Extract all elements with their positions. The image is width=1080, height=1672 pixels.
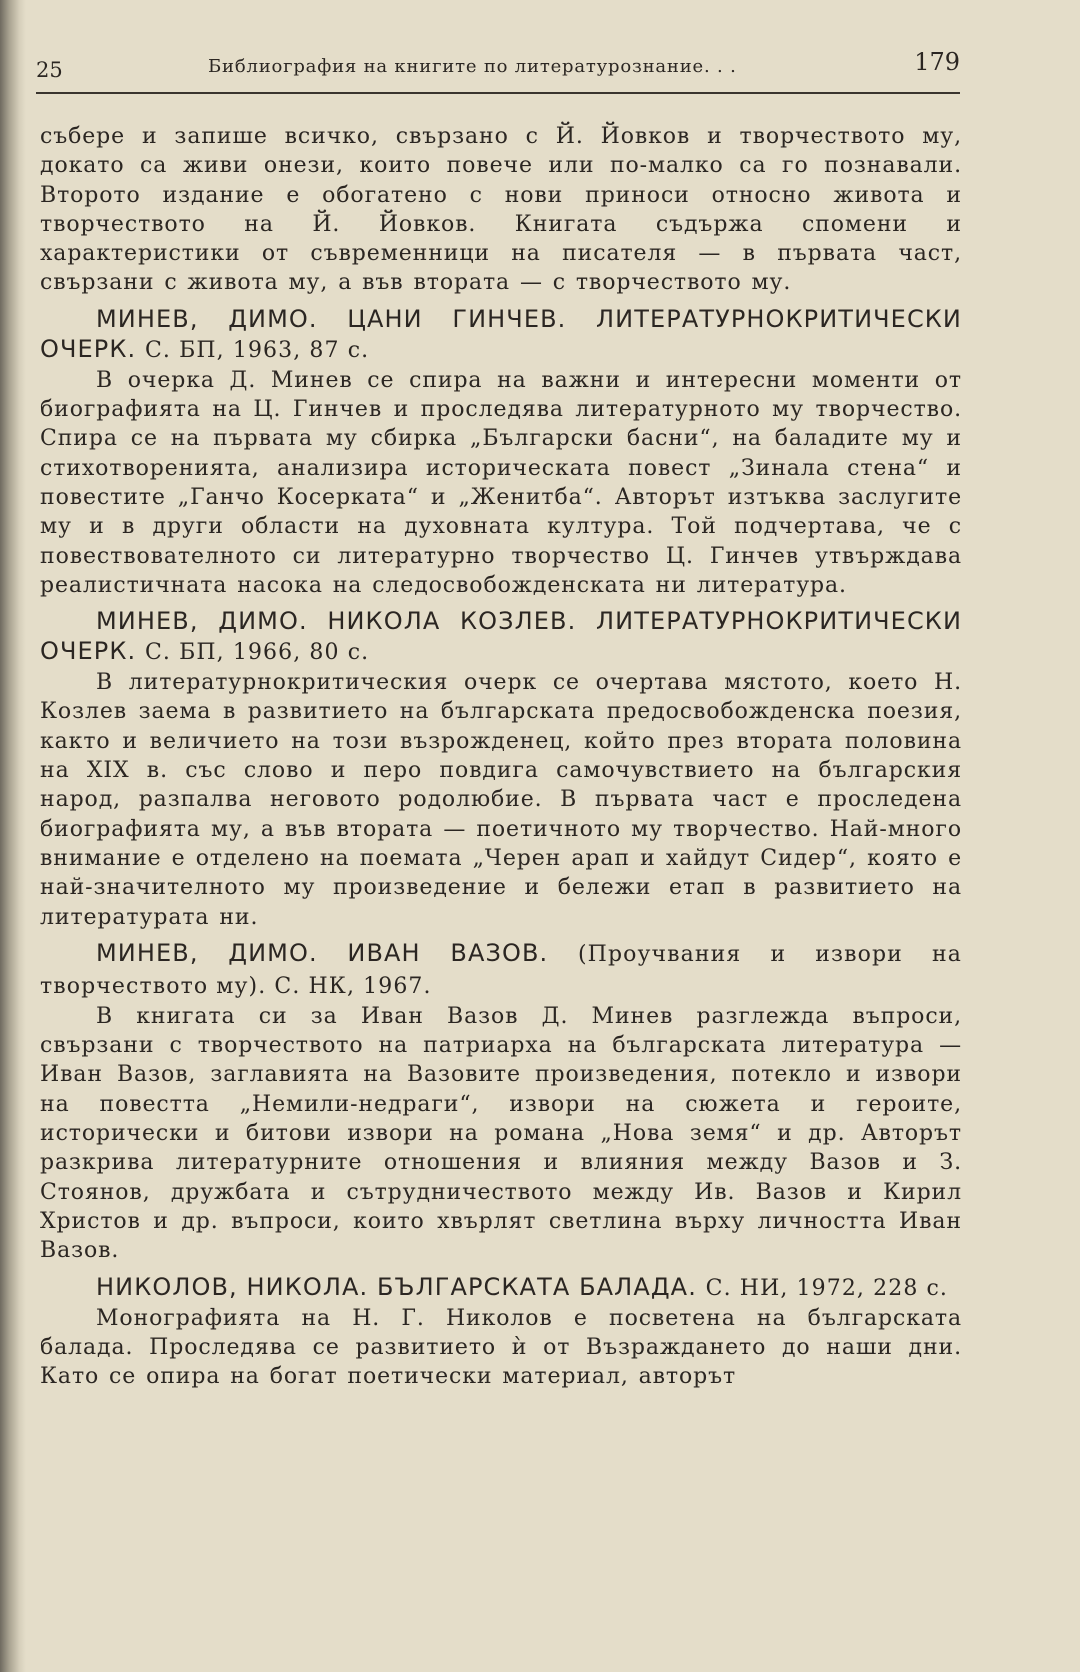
bibliography-entry	[40, 938, 962, 1266]
bibliography-entry	[40, 304, 962, 600]
entry-title: МИНЕВ, ДИМО. ИВАН ВАЗОВ.	[96, 938, 549, 967]
bibliography-entry	[40, 1272, 962, 1392]
entry-title: МИНЕВ, ДИМО. НИКОЛА КОЗЛЕВ. ЛИТЕРАТУРНОКРИТИЧЕСКИ ОЧЕРК.	[40, 607, 962, 666]
page-body	[40, 122, 962, 1391]
entry-title: МИНЕВ, ДИМО. ЦАНИ ГИНЧЕВ. ЛИТЕРАТУРНОКРИТИЧЕСКИ ОЧЕРК.	[40, 304, 962, 363]
entry-details: С. БП, 1966, 80 с.	[144, 640, 370, 666]
entry-details: С. НИ, 1972, 228 с.	[705, 1275, 949, 1301]
header-rule	[36, 92, 960, 94]
entry-heading	[40, 304, 962, 366]
entry-annotation: Монографията на Н. Г. Николов е посветена на българската балада. Проследява се развитието ѝ от Възраждането до наши дни. Като се опира на богат поетически материал, авторът	[40, 1305, 962, 1390]
bibliography-entry	[40, 606, 962, 932]
page-number: 179	[914, 48, 960, 76]
entry-title: НИКОЛОВ, НИКОЛА. БЪЛГАРСКАТА БАЛАДА.	[96, 1272, 697, 1301]
book-spine-shadow	[0, 0, 26, 1672]
running-header	[36, 42, 960, 82]
entry-details: С. БП, 1963, 87 с.	[144, 337, 370, 363]
running-title: Библиография на книгите по литературознание. . .	[208, 56, 737, 77]
entry-annotation: В литературнокритическия очерк се очертава мястото, което Н. Козлев заема в развитието на българската предосвобожденска поезия, както и величието на този възрожденец, който през втората половина на XIX в. със слово и перо повдига самочувствието на българския народ, разпалва неговото родолюбие. В първата част е проследена биографията му, а във втората — поетичното му творчество. Най-много внимание е отделено на поемата „Черен арап и хайдут Сидер“, която е най-значителното му произведение и бележи етап в развитието на литературата ни.	[40, 670, 962, 930]
header-page-marker: 25	[36, 58, 63, 82]
entry-heading	[40, 606, 962, 668]
book-page	[36, 30, 1036, 1650]
entry-heading	[40, 938, 962, 1002]
entry-annotation: В очерка Д. Минев се спира на важни и интересни моменти от биографията на Ц. Гинчев и проследява литературното му творчество. Спира се на първата му сбирка „Български басни“, на баладите му и стихотворенията, анализира историческата повест „Зинала стена“ и повестите „Ганчо Косерката“ и „Женитба“. Авторът изтъква заслугите му и в други области на духовната култура. Той подчертава, че с повествователното си литературно творчество Ц. Гинчев утвърждава реалистичната насока на следосвобожденската ни литература.	[40, 367, 962, 598]
entry-annotation: В книгата си за Иван Вазов Д. Минев разглежда въпроси, свързани с творчеството на патриарха на българската литература — Иван Вазов, заглавията на Вазовите произведения, потекло и извори на повестта „Немили-недраги“, извори на сюжета и героите, исторически и битови извори на романа „Нова земя“ и др. Авторът разкрива литературните отношения и влияния между Вазов и З. Стоянов, дружбата и сътрудничеството между Ив. Вазов и Кирил Христов и др. въпроси, които хвърлят светлина върху личността Иван Вазов.	[40, 1003, 962, 1264]
continued-paragraph: събере и запише всичко, свързано с Й. Йовков и творчеството му, докато са живи онези, които повече или по-малко са го познавали. Второто издание е обогатено с нови приноси относно живота и творчеството на Й. Йовков. Книгата съдържа спомени и характеристики от съвременници на писателя — в първата част, свързани с живота му, а във втората — с творчеството му.	[40, 124, 962, 296]
entry-details: (Проучвания и извори на творчеството му). С. НК, 1967.	[40, 941, 962, 999]
entry-heading	[40, 1272, 962, 1304]
